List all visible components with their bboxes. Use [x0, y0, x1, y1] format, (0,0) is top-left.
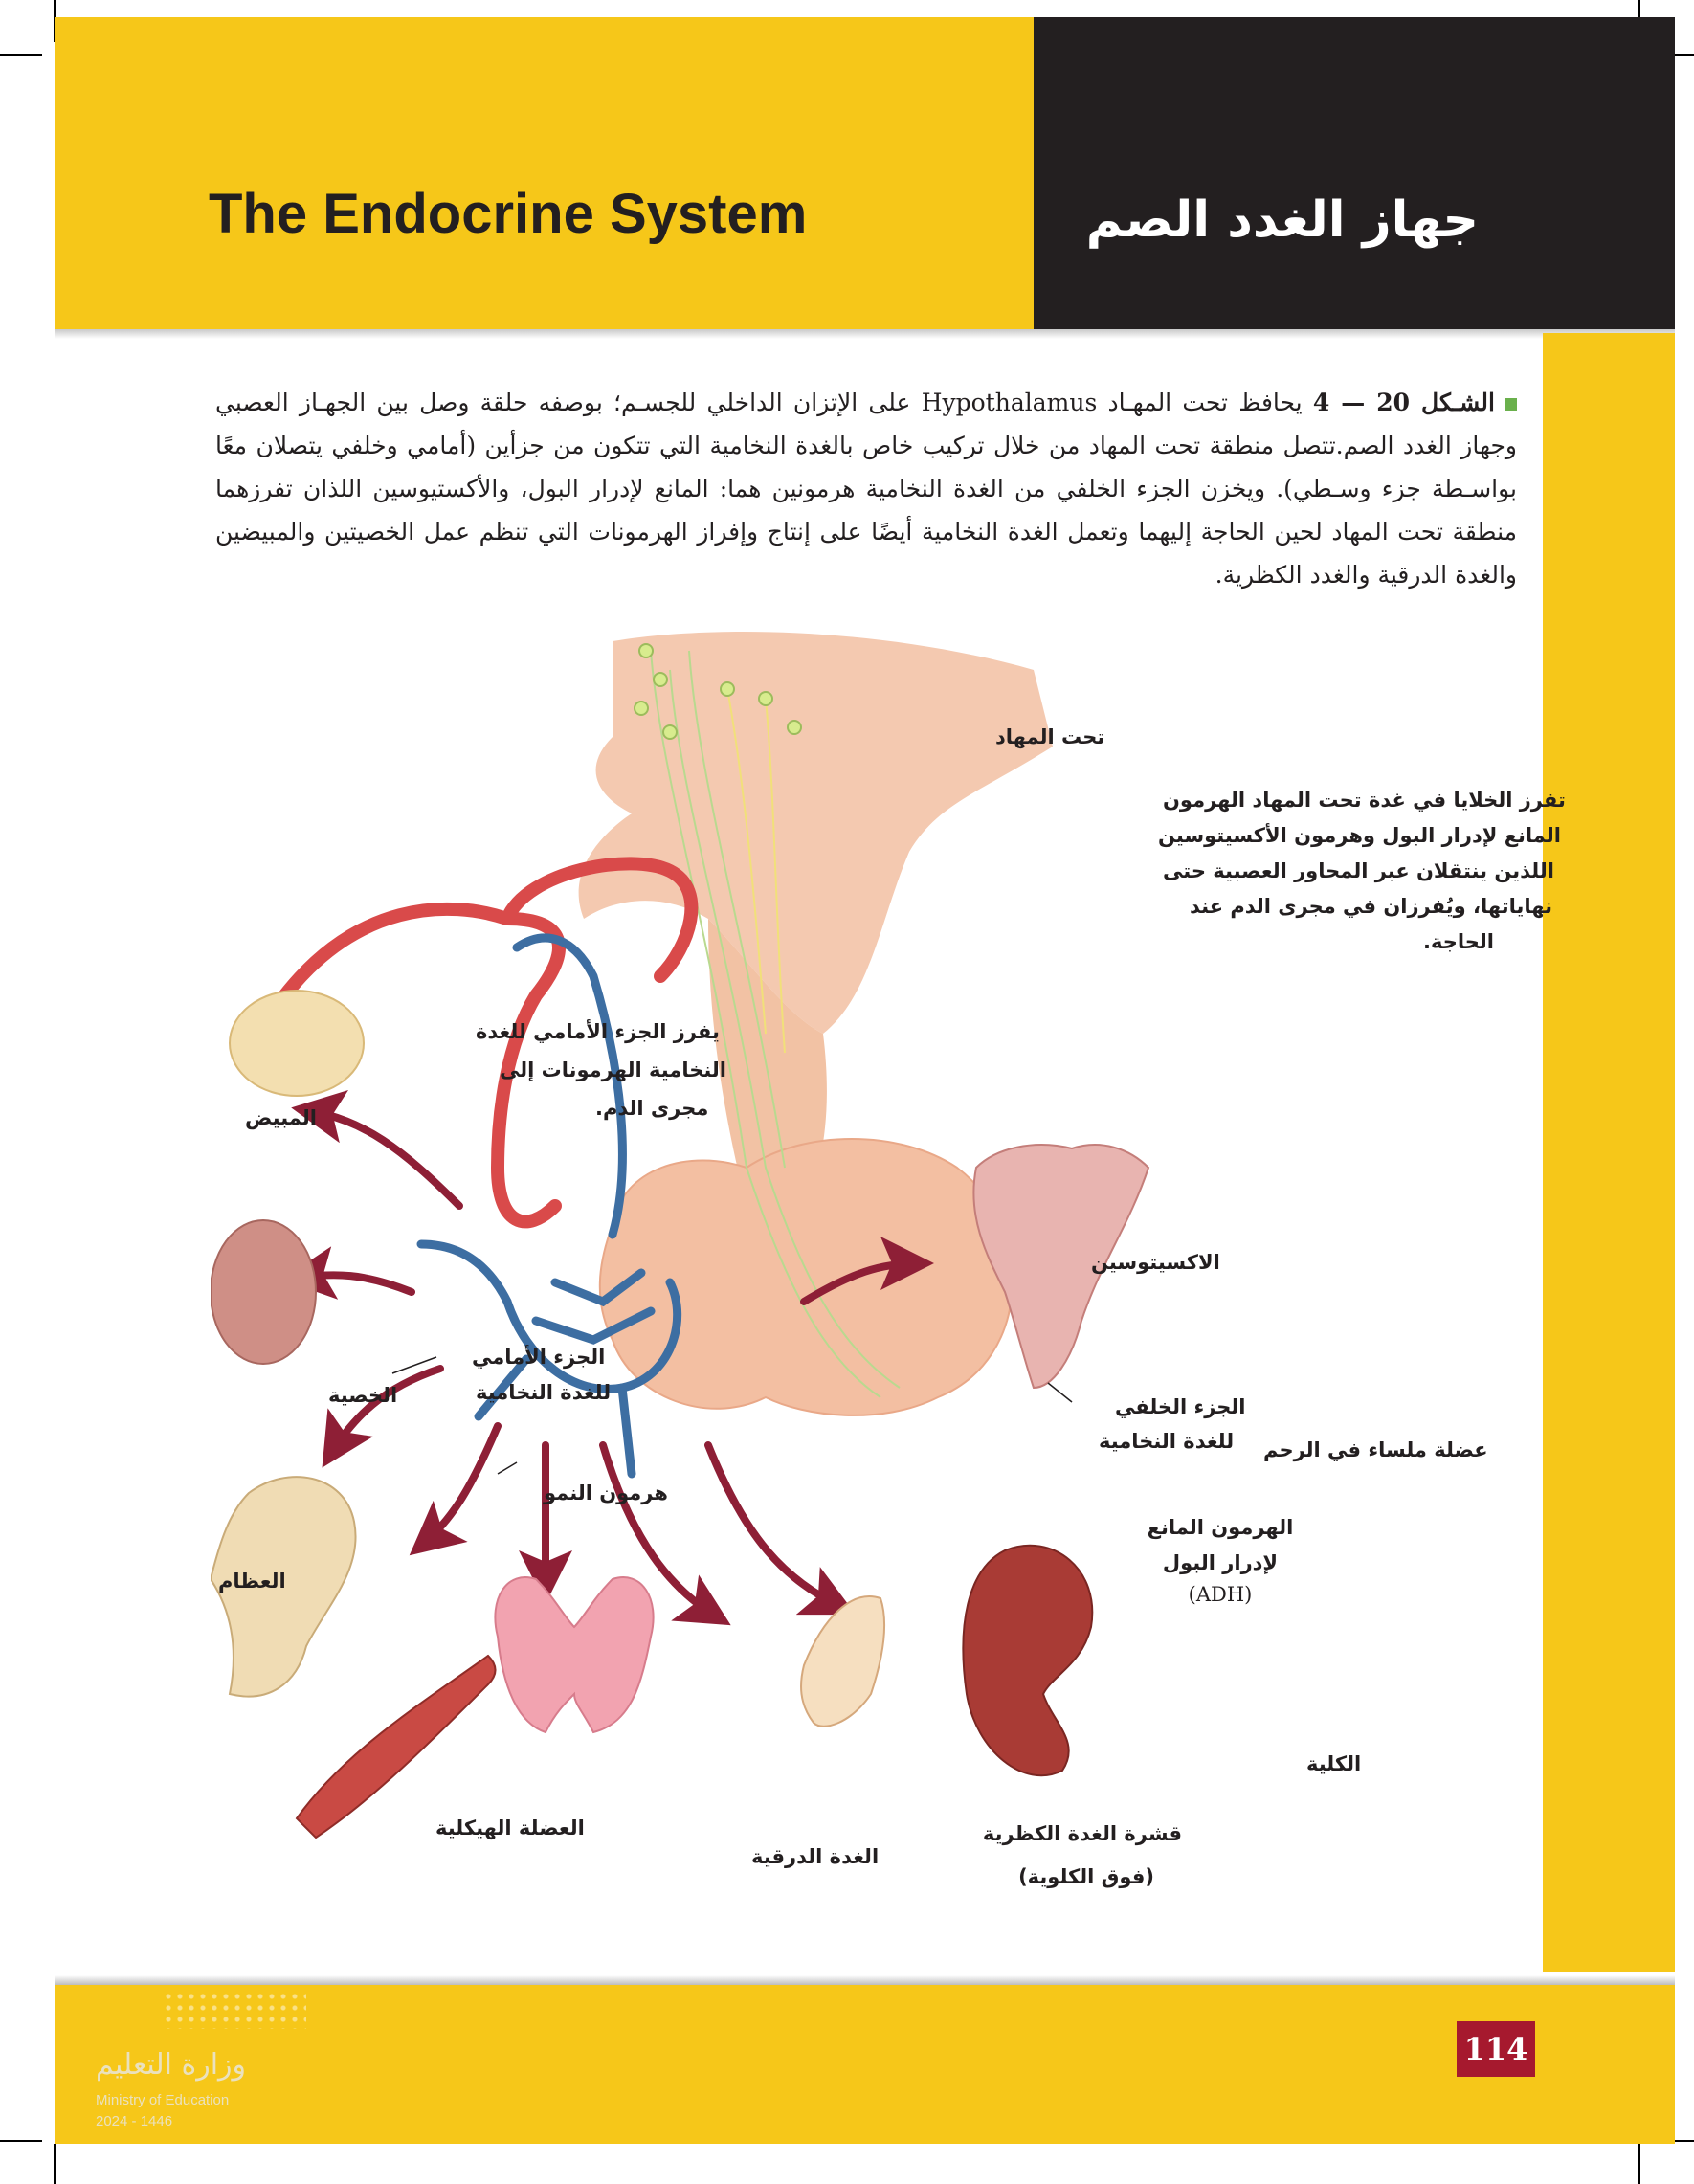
- brain-tissue: [579, 632, 1053, 1034]
- thyroid-icon: [495, 1577, 653, 1732]
- page-title-en: The Endocrine System: [209, 183, 808, 245]
- pituitary-gland: [600, 1139, 1013, 1415]
- label-anterior-pituitary-2: للغدة النخامية: [476, 1381, 612, 1404]
- label-hypothalamus: تحت المهاد: [995, 725, 1105, 748]
- label-uterus: عضلة ملساء في الرحم: [1263, 1438, 1488, 1461]
- label-adh-3: (ADH): [1188, 1583, 1253, 1606]
- figure-reference: الشـكل 20 — 4: [1312, 389, 1495, 416]
- label-ovary: المبيض: [245, 1106, 317, 1129]
- ministry-year: 2024 - 1446: [96, 2113, 173, 2129]
- label-testis: الخصية: [328, 1384, 398, 1407]
- label-growth-hormone: هرمون النمو: [544, 1482, 668, 1504]
- figure-caption: [215, 381, 1517, 596]
- label-oxytocin: الاكسيتوسين: [1091, 1251, 1220, 1274]
- label-skeletal-muscle: العضلة الهيكلية: [435, 1816, 585, 1839]
- label-hypothalamus-note-2: المانع لإدرار البول وهرمون الأكسيتوسين: [1158, 824, 1561, 847]
- label-adh-1: الهرمون المانع: [1147, 1516, 1294, 1539]
- label-hypothalamus-note-5: الحاجة.: [1423, 930, 1494, 953]
- footer-shadow: [55, 1975, 1675, 1985]
- label-anterior-note-2: النخامية الهرمونات إلى: [500, 1059, 726, 1081]
- label-bones: العظام: [218, 1570, 286, 1593]
- crop-mark: [1638, 2144, 1640, 2184]
- label-anterior-note-3: مجرى الدم.: [595, 1097, 709, 1120]
- label-adrenal-1: قشرة الغدة الكظرية: [982, 1822, 1182, 1845]
- page-number: 114: [1457, 2021, 1535, 2077]
- ministry-logo-icon: [163, 1991, 306, 2029]
- label-posterior-pituitary-1: الجزء الخلفي: [1115, 1395, 1246, 1418]
- crop-mark: [54, 2144, 56, 2184]
- label-posterior-pituitary-2: للغدة النخامية: [1099, 1430, 1235, 1453]
- label-adrenal-2: (فوق الكلوية): [1018, 1865, 1154, 1888]
- label-anterior-pituitary-1: الجزء الأمامي: [472, 1346, 606, 1369]
- label-kidney: الكلية: [1306, 1752, 1362, 1775]
- page-title-ar: جهاز الغدد الصم: [1085, 191, 1479, 249]
- ovary-icon: [230, 991, 364, 1096]
- crop-mark: [0, 54, 42, 56]
- testis-organ-icon: [211, 1220, 316, 1364]
- ministry-watermark: [96, 1991, 325, 2134]
- label-anterior-note-1: يفرز الجزء الأمامي للغدة: [476, 1020, 720, 1043]
- header-shadow: [55, 329, 1675, 339]
- label-hypothalamus-note-3: اللذين ينتقلان عبر المحاور العصبية حتى: [1163, 859, 1554, 882]
- label-adh-2: لإدرار البول: [1162, 1551, 1279, 1574]
- side-strip: [1543, 333, 1675, 1972]
- ministry-name-ar: وزارة التعليم: [96, 2048, 247, 2082]
- label-hypothalamus-note-4: نهاياتها، ويُفرزان في مجرى الدم عند: [1190, 895, 1552, 918]
- ministry-name-en: Ministry of Education: [96, 2092, 230, 2108]
- caption-text: يحافظ تحت المهـاد Hypothalamus على الإتزان الداخلي للجسـم؛ بوصفه حلقة وصل بين الجهـاز العصبي وجهاز الغدد الصم.تتصل منطقة تحت المهاد من خلال تركيب خاص بالغدة النخامية التي تتكون من جزأين (أمامي وخلفي يتصلان معًا بواسـطة جزء وسـطي). ويخزن الجزء الخلفي من الغدة النخامية هرمونين هما: المانع لإدرار البول، والأكستيوسين اللذان تفرزهما منطقة تحت المهاد لحين الحاجة إليهما وتعمل الغدة النخامية أيضًا على إنتاج وإفراز الهرمونات التي تنظم عمل الخصيتين والمبيضين والغدة الدرقية والغدد الكظرية.: [215, 389, 1518, 589]
- caption-marker-icon: [1505, 398, 1517, 411]
- label-thyroid: الغدة الدرقية: [751, 1845, 880, 1868]
- crop-mark: [0, 2140, 42, 2142]
- header-title-box: [1034, 17, 1675, 329]
- header-band: [55, 17, 1034, 329]
- kidney-icon: [963, 1546, 1092, 1775]
- adrenal-icon: [801, 1596, 884, 1727]
- label-hypothalamus-note-1: تفرز الخلايا في غدة تحت المهاد الهرمون: [1163, 789, 1566, 812]
